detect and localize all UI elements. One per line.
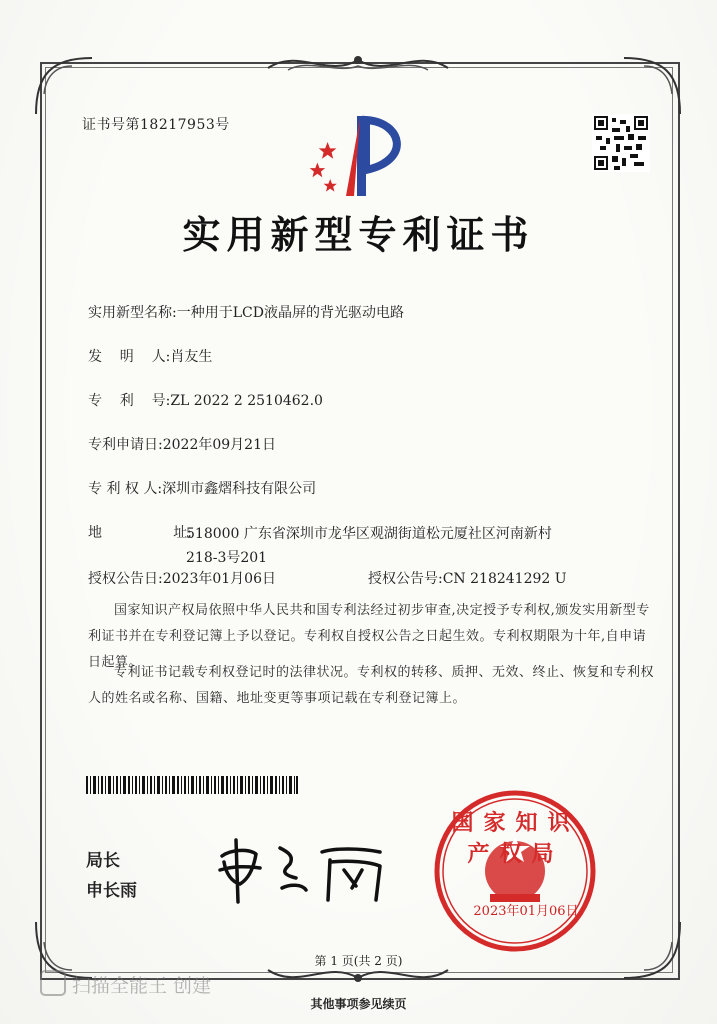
qr-code [592, 114, 650, 172]
certificate-title: 实用新型专利证书 [182, 213, 535, 257]
grant-number-value: CN 218241292 U [442, 571, 567, 587]
inventor-value: 肖友生 [170, 349, 213, 365]
filing-date-row [88, 434, 276, 454]
certificate-number: 证书号第18217953号 [82, 117, 230, 133]
grant-date-row [88, 568, 276, 588]
director-title: 局长 [86, 851, 120, 871]
top-ornament [258, 48, 458, 78]
seal-date: 2023年01月06日 [473, 904, 579, 919]
page-number: 第 1 页(共 2 页) [314, 954, 403, 968]
patentee-row [88, 478, 316, 498]
scanner-logo-icon [40, 970, 66, 996]
patent-number-value: ZL 2022 2 2510462.0 [170, 393, 323, 409]
scanner-watermark [40, 970, 211, 998]
barcode [86, 776, 298, 794]
grant-number-row [368, 568, 567, 588]
grant-number-label: 授权公告号: [368, 571, 443, 587]
filing-date-label: 专利申请日: [88, 437, 163, 453]
director-name: 申长雨 [86, 881, 137, 901]
patentee-label: 专 利 权 人: [88, 481, 163, 497]
continuation-note: 其他事项参见续页 [310, 997, 407, 1011]
inventor-label: 发 明 人: [88, 349, 171, 365]
patentee-value: 深圳市鑫熠科技有限公司 [162, 481, 317, 497]
address-row [88, 522, 192, 542]
legal-status-paragraph: 专利证书记载专利权登记时的法律状况。专利权的转移、质押、无效、终止、恢复和专利权人的姓名或名称、国籍、地址变更等事项记载在专利登记簿上。 [88, 665, 655, 706]
grant-date-label: 授权公告日: [88, 571, 163, 587]
address-value: 518000 广东省深圳市龙华区观湖街道松元厦社区河南新村218-3号201 [186, 526, 552, 566]
address-label: 地 址: [88, 525, 192, 541]
utility-model-name-value: 一种用于LCD液晶屏的背光驱动电路 [176, 305, 404, 321]
grant-statement-paragraph: 国家知识产权局依照中华人民共和国专利法经过初步审查,决定授予专利权,颁发实用新型专利证书并在专利登记簿上予以登记。专利权自授权公告之日起生效。专利权期限为十年,自申请日起算。 [88, 603, 650, 670]
patent-number-row [88, 390, 323, 410]
utility-model-name-row [88, 302, 404, 322]
corner-ornament-bottom-right [614, 912, 684, 982]
watermark-text: 扫描全能王 创建 [72, 975, 212, 997]
seal-text: 国家知识产权局 [451, 811, 580, 867]
filing-date-value: 2022年09月21日 [162, 437, 276, 453]
patent-number-label: 专 利 号: [88, 393, 171, 409]
handwritten-signature [210, 826, 400, 906]
grant-date-value: 2023年01月06日 [162, 571, 276, 587]
inventor-row [88, 346, 212, 366]
utility-model-name-label: 实用新型名称: [88, 305, 177, 321]
cnipa-logo [302, 110, 422, 198]
